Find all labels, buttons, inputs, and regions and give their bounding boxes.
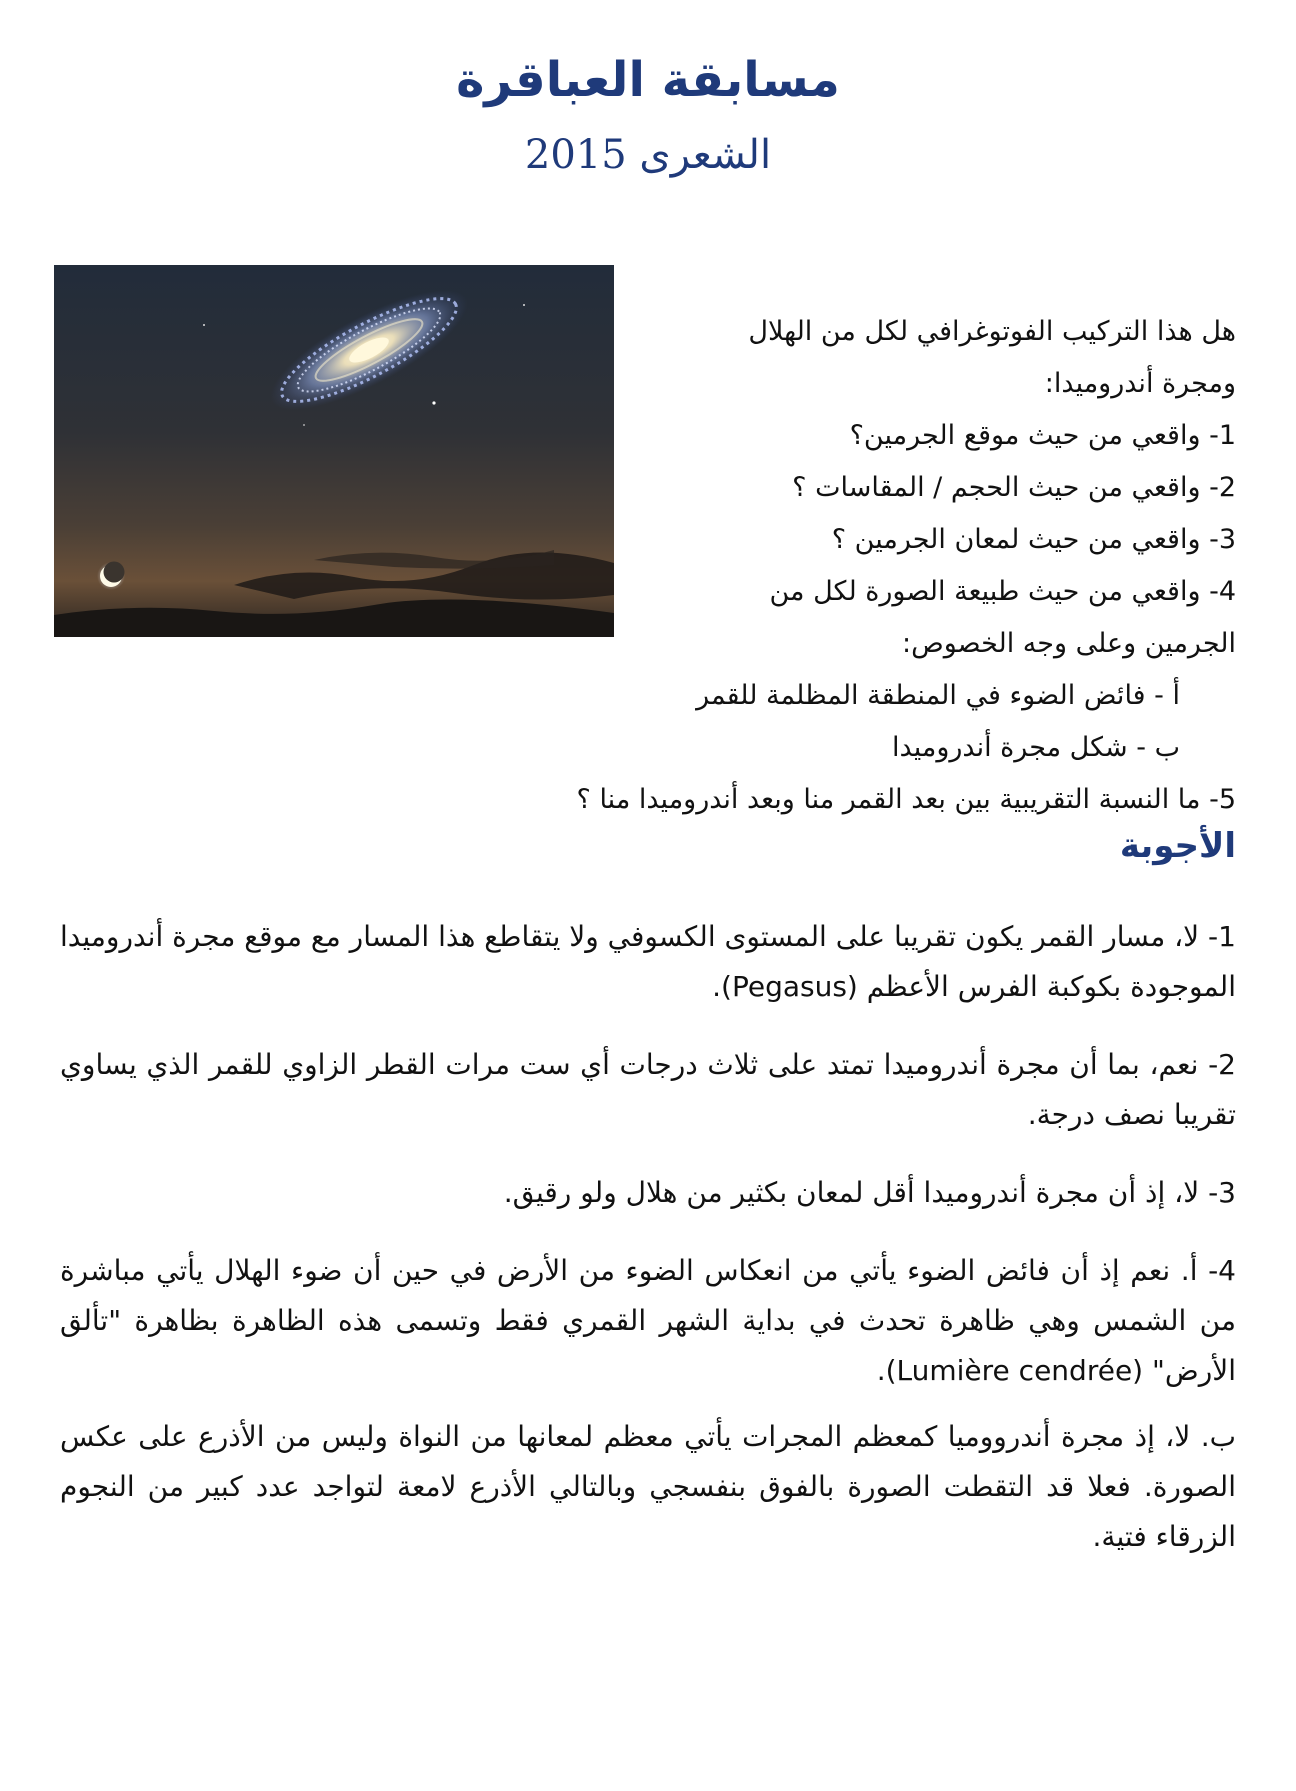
question-4-line1: 4- واقعي من حيث طبيعة الصورة لكل من <box>769 576 1236 607</box>
question-4-line2: الجرمين وعلى وجه الخصوص: <box>901 628 1236 659</box>
question-4b: ب - شكل مجرة أندروميدا <box>892 732 1180 763</box>
question-5: 5- ما النسبة التقريبية بين بعد القمر منا وبعد أندروميدا منا ؟ <box>576 784 1236 815</box>
answers-block <box>60 912 1236 1590</box>
andromeda-moon-photo <box>54 265 614 637</box>
questions-block <box>576 306 1236 826</box>
page-title: مسابقة العباقرة <box>456 52 840 108</box>
page-subtitle: الشعرى 2015 <box>524 132 772 178</box>
answer-4b: ب. لا، إذ مجرة أندرووميا كمعظم المجرات يأتي معظم لمعانها من النواة وليس من الأذرع على عكس الصورة. فعلا قد التقطت الصورة بالفوق بنفسجي وبالتالي الأذرع لامعة لتواجد عدد كبير من النجوم الزرقاء فتية. <box>60 1420 1236 1553</box>
answers-heading: الأجوبة <box>1119 826 1236 866</box>
question-1: 1- واقعي من حيث موقع الجرمين؟ <box>849 420 1236 451</box>
answer-4a: 4- أ. نعم إذ أن فائض الضوء يأتي من انعكاس الضوء من الأرض في حين أن ضوء الهلال يأتي مباشرة من الشمس وهي ظاهرة تحدث في بداية الشهر القمري فقط وتسمى هذه الظاهرة بظاهرة "تألق الأرض" (Lumière cendrée). <box>60 1254 1236 1387</box>
question-3: 3- واقعي من حيث لمعان الجرمين ؟ <box>831 524 1236 555</box>
question-2: 2- واقعي من حيث الحجم / المقاسات ؟ <box>792 472 1236 503</box>
question-intro-line1: هل هذا التركيب الفوتوغرافي لكل من الهلال <box>748 316 1236 347</box>
answer-3: 3- لا، إذ أن مجرة أندروميدا أقل لمعان بكثير من هلال ولو رقيق. <box>503 1176 1236 1209</box>
question-4a: أ - فائض الضوء في المنطقة المظلمة للقمر <box>696 680 1180 711</box>
photo-illustration <box>54 265 614 637</box>
question-intro-line2: ومجرة أندروميدا: <box>1044 368 1236 399</box>
answer-2: 2- نعم، بما أن مجرة أندروميدا تمتد على ثلاث درجات أي ست مرات القطر الزاوي للقمر الذي يساوي تقريبا نصف درجة. <box>60 1048 1236 1131</box>
galaxy <box>256 268 482 431</box>
answer-1: 1- لا، مسار القمر يكون تقريبا على المستوى الكسوفي ولا يتقاطع هذا المسار مع موقع مجرة أندروميدا الموجودة بكوكبة الفرس الأعظم (Pegasus). <box>60 920 1236 1003</box>
